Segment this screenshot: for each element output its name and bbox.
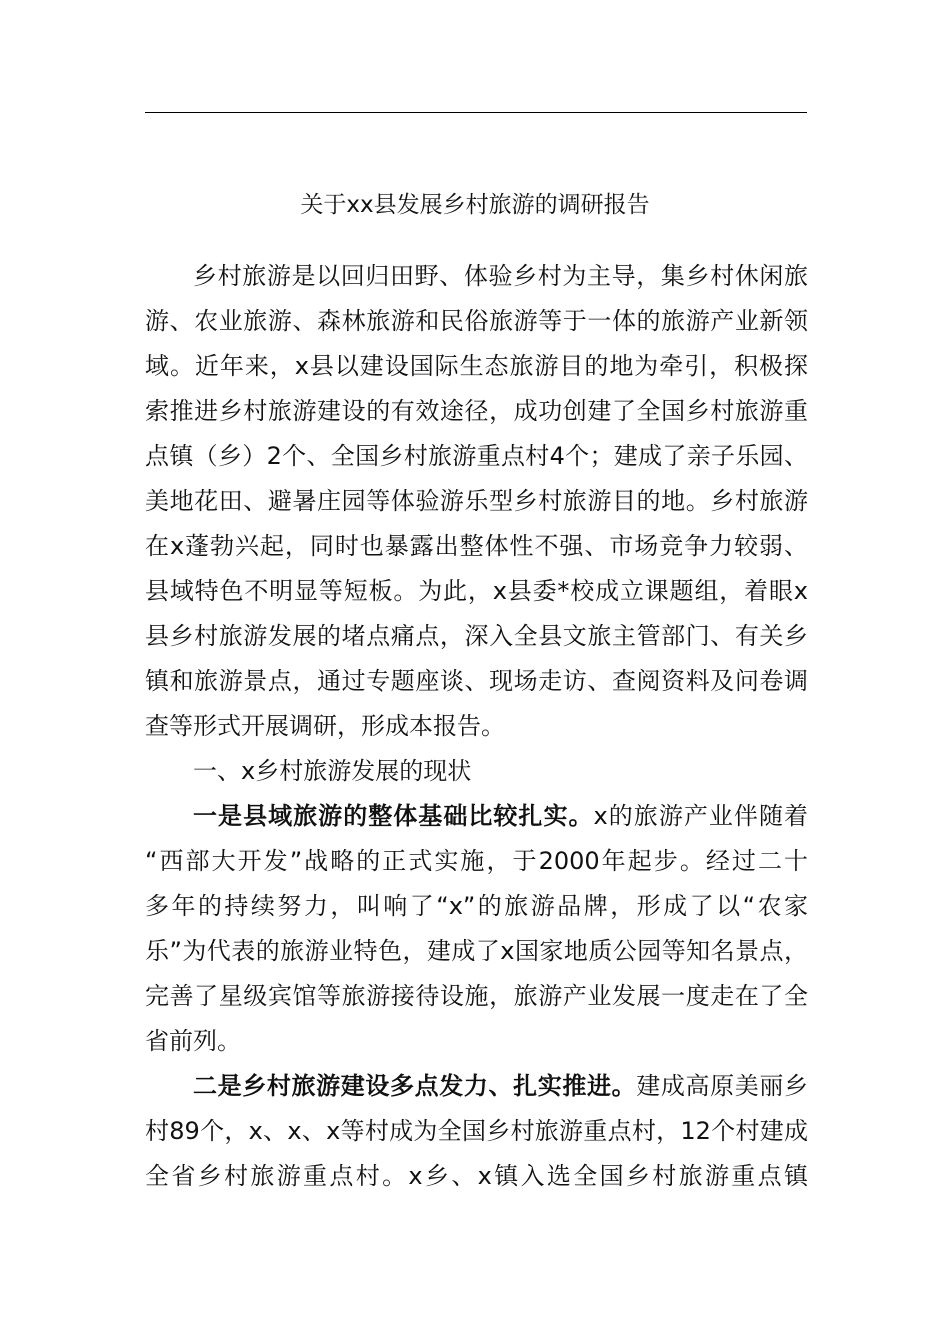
document-body	[145, 254, 808, 1199]
line-text: 在x蓬勃兴起，同时也暴露出整体性不强、市场竞争力较弱、	[145, 532, 808, 560]
text-line	[145, 344, 808, 389]
text-line	[145, 524, 808, 569]
line-text: 一、x乡村旅游发展的现状	[193, 757, 472, 785]
text-line	[145, 434, 808, 479]
line-text: 游、农业旅游、森林旅游和民俗旅游等于一体的旅游产业新领	[145, 307, 808, 335]
text-line	[145, 929, 808, 974]
line-text: 多年的持续努力，叫响了“x”的旅游品牌，形成了以“农家	[145, 892, 808, 920]
line-text: 点镇（乡）2个、全国乡村旅游重点村4个；建成了亲子乐园、	[145, 442, 808, 470]
bold-lead: 二是乡村旅游建设多点发力、扎实推进。	[193, 1072, 637, 1100]
text-line	[145, 1109, 808, 1154]
text-line	[145, 254, 808, 299]
text-line	[145, 1019, 808, 1064]
bold-lead: 一是县域旅游的整体基础比较扎实。	[193, 802, 594, 830]
line-text: 全省乡村旅游重点村。x乡、x镇入选全国乡村旅游重点镇	[145, 1162, 808, 1190]
text-line	[145, 794, 808, 839]
text-line	[145, 1064, 808, 1109]
text-line	[145, 974, 808, 1019]
document-title: 关于xx县发展乡村旅游的调研报告	[300, 192, 650, 218]
line-text: 省前列。	[145, 1027, 241, 1055]
line-text: 乐”为代表的旅游业特色，建成了x国家地质公园等知名景点，	[145, 937, 808, 965]
text-line	[145, 479, 808, 524]
text-line	[145, 389, 808, 434]
line-text: x的旅游产业伴随着	[593, 802, 808, 830]
text-line	[145, 1154, 808, 1199]
header-rule	[145, 112, 807, 113]
text-line	[145, 569, 808, 614]
line-text: 村89个，x、x、x等村成为全国乡村旅游重点村，12个村建成	[145, 1117, 808, 1145]
text-line	[145, 884, 808, 929]
text-line	[145, 839, 808, 884]
line-text: 镇和旅游景点，通过专题座谈、现场走访、查阅资料及问卷调	[145, 667, 808, 695]
line-text: 域。近年来，x县以建设国际生态旅游目的地为牵引，积极探	[145, 352, 808, 380]
text-line	[145, 659, 808, 704]
line-text: 美地花田、避暑庄园等体验游乐型乡村旅游目的地。乡村旅游	[145, 487, 808, 515]
line-text: 县乡村旅游发展的堵点痛点，深入全县文旅主管部门、有关乡	[145, 622, 808, 650]
line-text: 查等形式开展调研，形成本报告。	[145, 712, 505, 740]
text-line	[145, 299, 808, 344]
line-text: 建成高原美丽乡	[636, 1072, 808, 1100]
line-text: 乡村旅游是以回归田野、体验乡村为主导，集乡村休闲旅	[193, 262, 808, 290]
line-text: 完善了星级宾馆等旅游接待设施，旅游产业发展一度走在了全	[145, 982, 808, 1010]
text-line	[145, 704, 808, 749]
text-line	[145, 749, 808, 794]
text-line	[145, 614, 808, 659]
line-text: 县域特色不明显等短板。为此，x县委*校成立课题组，着眼x	[145, 577, 808, 605]
line-text: “西部大开发”战略的正式实施，于2000年起步。经过二十	[145, 847, 808, 875]
line-text: 索推进乡村旅游建设的有效途径，成功创建了全国乡村旅游重	[145, 397, 808, 425]
